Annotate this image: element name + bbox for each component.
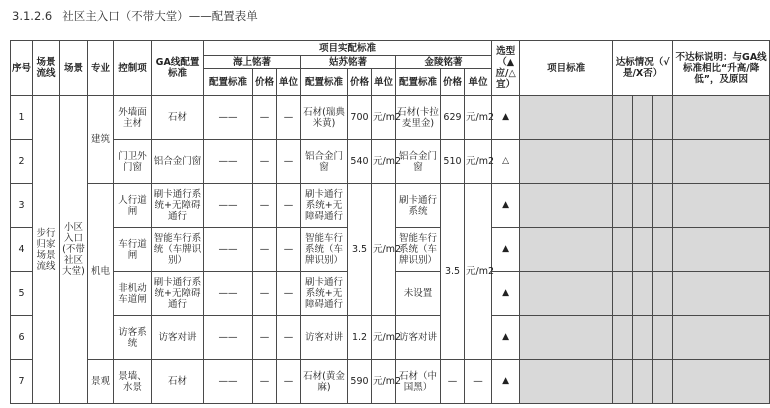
cell-project-standard	[520, 272, 613, 316]
cell-seq: 6	[11, 316, 33, 360]
cell-seq: 4	[11, 228, 33, 272]
cell-compliance-c	[653, 360, 673, 404]
cell-p2-unit: 元/m2	[372, 140, 396, 184]
cell-p2-price: 1.2	[348, 316, 372, 360]
cell-reason	[673, 228, 770, 272]
col-scene: 场景	[60, 41, 88, 96]
cell-p1-config: ——	[204, 360, 253, 404]
cell-p1-price: —	[253, 360, 277, 404]
col-p1-unit: 单位	[277, 69, 301, 96]
cell-p1-config: ——	[204, 184, 253, 228]
cell-compliance-c	[653, 96, 673, 140]
cell-ga: 访客对讲	[152, 316, 204, 360]
cell-p3-config: 石材(卡拉麦里金)	[396, 96, 441, 140]
cell-compliance-c	[653, 272, 673, 316]
cell-project-standard	[520, 96, 613, 140]
cell-p2-unit: 元/m2	[372, 96, 396, 140]
cell-compliance-a	[613, 228, 633, 272]
cell-p3-config: 未设置	[396, 272, 441, 316]
cell-p2-unit-merged: 元/m2	[372, 184, 396, 316]
cell-project-standard	[520, 360, 613, 404]
cell-compliance-c	[653, 140, 673, 184]
cell-compliance-b	[633, 316, 653, 360]
cell-p2-config: 铝合金门窗	[301, 140, 348, 184]
cell-p3-unit: 元/m2	[465, 140, 492, 184]
cell-p2-unit: 元/m2	[372, 316, 396, 360]
cell-p2-unit: 元/m2	[372, 360, 396, 404]
cell-p2-config: 石材(黄金麻)	[301, 360, 348, 404]
cell-p2-config: 石材(瑞典米黄)	[301, 96, 348, 140]
cell-p1-price: —	[253, 96, 277, 140]
col-p3-price: 价格	[441, 69, 465, 96]
cell-project-standard	[520, 140, 613, 184]
cell-p2-config: 访客对讲	[301, 316, 348, 360]
cell-compliance-c	[653, 316, 673, 360]
section-heading: 社区主入口（不带大堂）——配置表单	[62, 9, 258, 23]
table-row	[11, 316, 770, 360]
cell-compliance-b	[633, 96, 653, 140]
cell-selection: △	[492, 140, 520, 184]
cell-p3-price: 510	[441, 140, 465, 184]
cell-p3-price: 629	[441, 96, 465, 140]
cell-p3-unit-merged: 元/m2	[465, 184, 492, 360]
cell-control: 外墙面主材	[114, 96, 152, 140]
cell-compliance-a	[613, 96, 633, 140]
cell-ga: 石材	[152, 360, 204, 404]
cell-p1-price: —	[253, 184, 277, 228]
cell-reason	[673, 360, 770, 404]
cell-p3-unit: 元/m2	[465, 96, 492, 140]
cell-p1-price: —	[253, 140, 277, 184]
cell-p3-config: 刷卡通行系统	[396, 184, 441, 228]
cell-compliance-c	[653, 184, 673, 228]
cell-selection: ▲	[492, 316, 520, 360]
col-project-1: 海上铭著	[204, 56, 301, 69]
col-p2-config: 配置标准	[301, 69, 348, 96]
cell-p1-price: —	[253, 228, 277, 272]
cell-scene-flow: 步行归家场景流线	[33, 96, 60, 404]
col-noncompliance-reason: 不达标说明：与GA线标准相比“升高/降低”，及原因	[673, 41, 770, 96]
section-number: 3.1.2.6	[12, 9, 53, 23]
table-row	[11, 184, 770, 228]
col-p2-unit: 单位	[372, 69, 396, 96]
cell-control: 车行道闸	[114, 228, 152, 272]
col-p2-price: 价格	[348, 69, 372, 96]
cell-compliance-a	[613, 316, 633, 360]
cell-project-standard	[520, 228, 613, 272]
cell-control: 景墙、水景	[114, 360, 152, 404]
cell-p1-config: ——	[204, 272, 253, 316]
col-selection: 选型（▲应/△宜）	[492, 41, 520, 96]
cell-p1-config: ——	[204, 140, 253, 184]
cell-compliance-a	[613, 184, 633, 228]
cell-reason	[673, 140, 770, 184]
cell-selection: ▲	[492, 272, 520, 316]
table-row	[11, 140, 770, 184]
cell-p1-config: ——	[204, 96, 253, 140]
cell-selection: ▲	[492, 360, 520, 404]
cell-reason	[673, 96, 770, 140]
cell-p1-unit: —	[277, 140, 301, 184]
cell-major-mep: 机电	[88, 184, 114, 360]
cell-p2-config: 智能车行系统（车牌识别）	[301, 228, 348, 272]
cell-p3-config: 智能车行系统（车牌识别）	[396, 228, 441, 272]
cell-control: 非机动车道闸	[114, 272, 152, 316]
cell-p1-price: —	[253, 316, 277, 360]
cell-p1-unit: —	[277, 96, 301, 140]
cell-major-landscape: 景观	[88, 360, 114, 404]
cell-reason	[673, 316, 770, 360]
cell-p3-price: —	[441, 360, 465, 404]
cell-selection: ▲	[492, 96, 520, 140]
cell-p2-price: 700	[348, 96, 372, 140]
cell-seq: 1	[11, 96, 33, 140]
col-project-3: 金陵铭著	[396, 56, 492, 69]
table-row	[11, 360, 770, 404]
cell-compliance-c	[653, 228, 673, 272]
cell-p1-unit: —	[277, 316, 301, 360]
cell-compliance-a	[613, 140, 633, 184]
cell-compliance-a	[613, 272, 633, 316]
col-major: 专业	[88, 41, 114, 96]
col-ga-standard: GA线配置标准	[152, 41, 204, 96]
cell-p1-unit: —	[277, 360, 301, 404]
col-control: 控制项	[114, 41, 152, 96]
cell-ga: 刷卡通行系统+无障碍通行	[152, 272, 204, 316]
cell-project-standard	[520, 316, 613, 360]
cell-seq: 7	[11, 360, 33, 404]
cell-seq: 5	[11, 272, 33, 316]
cell-selection: ▲	[492, 228, 520, 272]
cell-compliance-b	[633, 228, 653, 272]
cell-compliance-b	[633, 360, 653, 404]
col-p3-unit: 单位	[465, 69, 492, 96]
cell-p1-unit: —	[277, 184, 301, 228]
cell-p3-config: 访客对讲	[396, 316, 441, 360]
cell-p3-config: 铝合金门窗	[396, 140, 441, 184]
cell-ga: 智能车行系统（车牌识别）	[152, 228, 204, 272]
cell-p2-price: 590	[348, 360, 372, 404]
cell-compliance-b	[633, 272, 653, 316]
cell-p2-config: 刷卡通行系统+无障碍通行	[301, 184, 348, 228]
cell-ga: 铝合金门窗	[152, 140, 204, 184]
cell-p1-config: ——	[204, 228, 253, 272]
cell-compliance-b	[633, 184, 653, 228]
cell-control: 人行道闸	[114, 184, 152, 228]
cell-scene: 小区入口(不带社区大堂)	[60, 96, 88, 404]
cell-p3-price-merged: 3.5	[441, 184, 465, 360]
col-project-2: 姑苏铭著	[301, 56, 396, 69]
cell-project-standard	[520, 184, 613, 228]
col-p3-config: 配置标准	[396, 69, 441, 96]
cell-reason	[673, 184, 770, 228]
col-p1-config: 配置标准	[204, 69, 253, 96]
cell-selection: ▲	[492, 184, 520, 228]
cell-control: 门卫外门窗	[114, 140, 152, 184]
cell-p1-price: —	[253, 272, 277, 316]
cell-p2-config: 刷卡通行系统+无障碍通行	[301, 272, 348, 316]
cell-p1-unit: —	[277, 228, 301, 272]
cell-seq: 2	[11, 140, 33, 184]
col-project-standard: 项目标准	[520, 41, 613, 96]
col-project-config-group: 项目实配标准	[204, 41, 492, 56]
cell-p3-unit: —	[465, 360, 492, 404]
cell-p3-config: 石材（中国黑）	[396, 360, 441, 404]
cell-compliance-a	[613, 360, 633, 404]
cell-p2-price: 540	[348, 140, 372, 184]
cell-ga: 刷卡通行系统+无障碍通行	[152, 184, 204, 228]
cell-reason	[673, 272, 770, 316]
cell-major-arch: 建筑	[88, 96, 114, 184]
cell-ga: 石材	[152, 96, 204, 140]
col-p1-price: 价格	[253, 69, 277, 96]
col-seq: 序号	[11, 41, 33, 96]
cell-seq: 3	[11, 184, 33, 228]
table-row	[11, 96, 770, 140]
section-title	[12, 8, 268, 24]
col-compliance: 达标情况（√是/X否）	[613, 41, 673, 96]
col-scene-flow: 场景流线	[33, 41, 60, 96]
cell-control: 访客系统	[114, 316, 152, 360]
cell-p1-unit: —	[277, 272, 301, 316]
cell-compliance-b	[633, 140, 653, 184]
cell-p1-config: ——	[204, 316, 253, 360]
config-table	[10, 40, 770, 404]
cell-p2-price-merged: 3.5	[348, 184, 372, 316]
